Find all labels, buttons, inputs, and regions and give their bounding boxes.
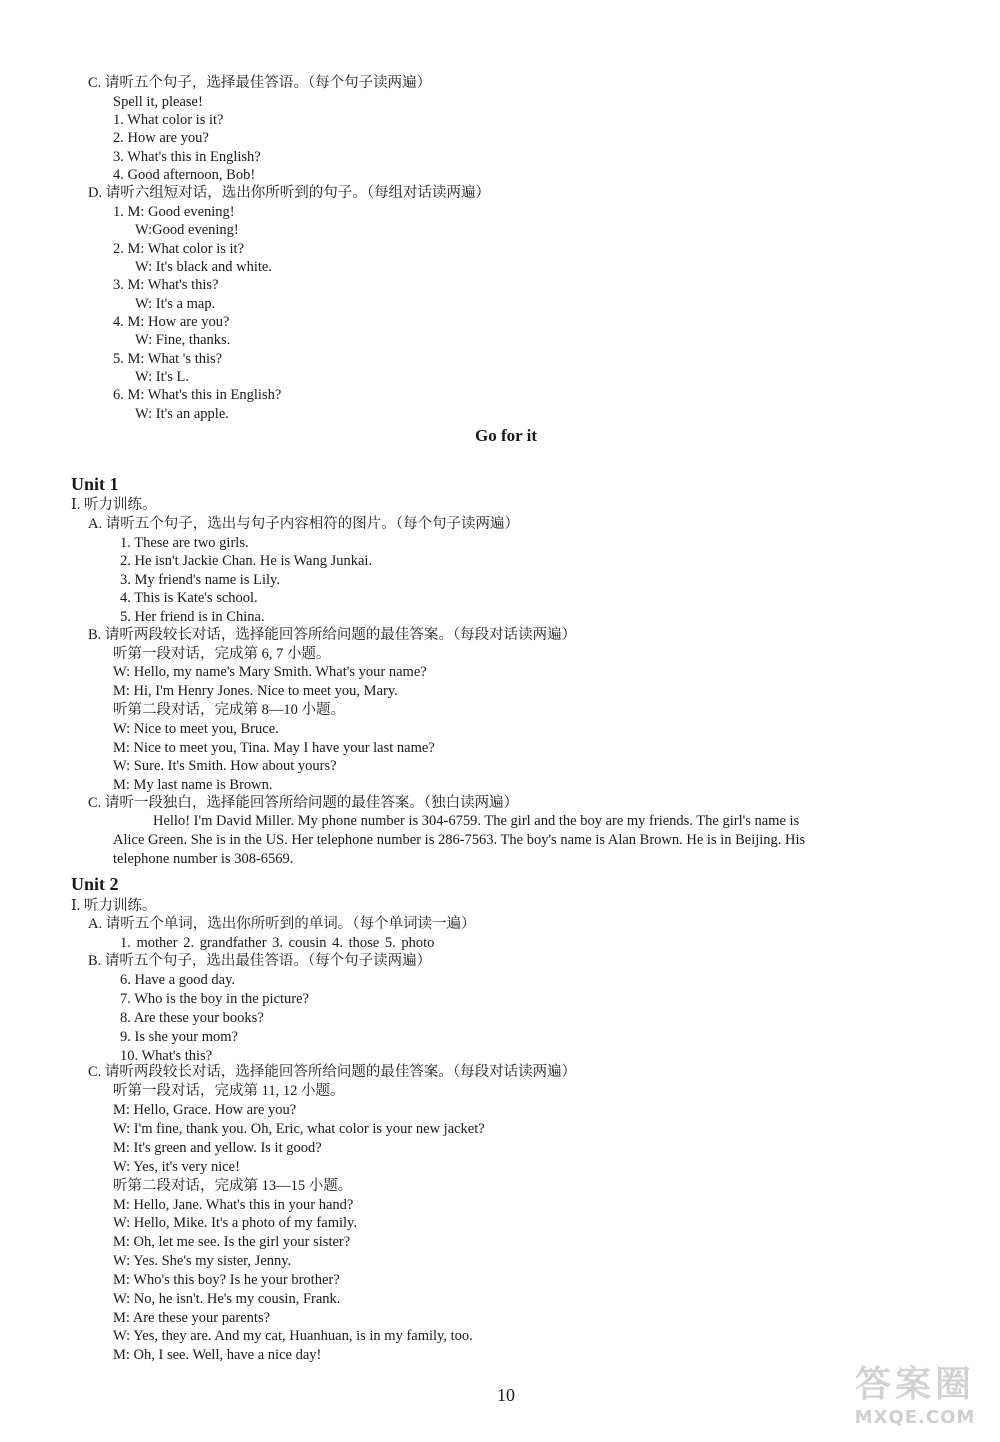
- unit1-c-paragraph-line: Hello! I'm David Miller. My phone number is 304-6759. The girl and the boy are my friends. The girl's name is: [153, 813, 800, 829]
- page-number: 10: [497, 1385, 515, 1405]
- part-d-line: 5. M: What 's this?: [113, 351, 223, 367]
- unit2-c-line: M: It's green and yellow. Is it good?: [113, 1140, 322, 1156]
- unit1-b-line: W: Nice to meet you, Bruce.: [113, 721, 279, 737]
- part-d-line: W: It's L.: [135, 369, 190, 385]
- part-d-line: W: It's an apple.: [135, 406, 229, 422]
- unit1-a-instruction: A. 请听五个句子，选出与句子内容相符的图片。（每个句子读两遍）: [88, 516, 519, 532]
- unit1-b-line: M: My last name is Brown.: [113, 777, 273, 793]
- part-d-line: W: It's black and white.: [135, 259, 272, 275]
- unit1-b-line: 听第二段对话，完成第 8—10 小题。: [113, 702, 345, 718]
- unit2-c-line: M: Oh, I see. Well, have a nice day!: [113, 1347, 322, 1363]
- unit1-c-paragraph-line: telephone number is 308-6569.: [113, 851, 294, 867]
- unit2-title: Unit 2: [71, 874, 119, 894]
- unit2-c-line: M: Oh, let me see. Is the girl your sister?: [113, 1234, 351, 1250]
- unit1-b-line: M: Nice to meet you, Tina. May I have your last name?: [113, 740, 435, 756]
- unit1-c-instruction: C. 请听一段独白，选择能回答所给问题的最佳答案。（独白读两遍）: [88, 795, 519, 811]
- unit2-c-line: 听第一段对话，完成第 11, 12 小题。: [113, 1083, 345, 1099]
- part-d-line: W:Good evening!: [135, 222, 239, 238]
- part-c-instruction: C. 请听五个句子，选择最佳答语。（每个句子读两遍）: [88, 75, 432, 91]
- unit1-a-line: 1. These are two girls.: [120, 535, 249, 551]
- unit2-c-line: W: Yes, they are. And my cat, Huanhuan, is in my family, too.: [113, 1328, 473, 1344]
- unit2-c-line: M: Are these your parents?: [113, 1310, 271, 1326]
- unit1-a-line: 2. He isn't Jackie Chan. He is Wang Junkai.: [120, 553, 373, 569]
- unit1-a-line: 4. This is Kate's school.: [120, 590, 258, 606]
- part-c-line: 1. What color is it?: [113, 112, 224, 128]
- unit2-b-instruction: B. 请听五个句子，选出最佳答语。（每个句子读两遍）: [88, 953, 432, 969]
- unit1-b-line: M: Hi, I'm Henry Jones. Nice to meet you, Mary.: [113, 683, 398, 699]
- unit2-b-line: 8. Are these your books?: [120, 1010, 264, 1026]
- part-c-line: 3. What's this in English?: [113, 149, 261, 165]
- part-c-line: Spell it, please!: [113, 94, 203, 110]
- part-d-line: 1. M: Good evening!: [113, 204, 235, 220]
- unit1-b-line: 听第一段对话，完成第 6, 7 小题。: [113, 646, 331, 662]
- watermark-logo: [840, 1356, 990, 1436]
- part-d-line: 2. M: What color is it?: [113, 241, 245, 257]
- unit2-c-line: W: I'm fine, thank you. Oh, Eric, what color is your new jacket?: [113, 1121, 485, 1137]
- unit2-c-line: W: Yes. She's my sister, Jenny.: [113, 1253, 292, 1269]
- part-c-line: 4. Good afternoon, Bob!: [113, 167, 256, 183]
- unit1-a-line: 3. My friend's name is Lily.: [120, 572, 280, 588]
- part-c-line: 2. How are you?: [113, 130, 209, 146]
- unit2-b-line: 9. Is she your mom?: [120, 1029, 238, 1045]
- unit2-c-line: 听第二段对话，完成第 13—15 小题。: [113, 1178, 353, 1194]
- unit2-c-line: M: Hello, Grace. How are you?: [113, 1102, 297, 1118]
- watermark-title: 答案圈: [854, 1364, 975, 1405]
- unit2-c-line: W: No, he isn't. He's my cousin, Frank.: [113, 1291, 341, 1307]
- unit2-b-line: 6. Have a good day.: [120, 972, 236, 988]
- section-title: Go for it: [474, 426, 537, 445]
- unit2-heading: Ⅰ. 听力训练。: [71, 898, 157, 914]
- unit2-c-line: M: Who's this boy? Is he your brother?: [113, 1272, 340, 1288]
- unit1-c-paragraph-line: Alice Green. She is in the US. Her telephone number is 286-7563. The boy's name is Alan Brown. He is in Beijing. His: [113, 832, 806, 848]
- part-d-line: W: It's a map.: [135, 296, 216, 312]
- part-d-line: 4. M: How are you?: [113, 314, 230, 330]
- unit1-title: Unit 1: [71, 474, 119, 494]
- part-d-line: 3. M: What's this?: [113, 277, 219, 293]
- part-d-instruction: D. 请听六组短对话，选出你所听到的句子。（每组对话读两遍）: [88, 185, 490, 201]
- unit1-b-line: W: Hello, my name's Mary Smith. What's your name?: [113, 664, 427, 680]
- unit2-b-line: 10. What's this?: [120, 1048, 213, 1064]
- unit2-c-line: M: Hello, Jane. What's this in your hand?: [113, 1197, 354, 1213]
- unit1-heading: Ⅰ. 听力训练。: [71, 497, 157, 513]
- part-d-line: 6. M: What's this in English?: [113, 387, 282, 403]
- unit1-b-instruction: B. 请听两段较长对话，选择能回答所给问题的最佳答案。（每段对话读两遍）: [88, 627, 577, 643]
- watermark-url: MXQE.COM: [854, 1407, 976, 1428]
- unit1-b-line: W: Sure. It's Smith. How about yours?: [113, 758, 337, 774]
- unit2-c-instruction: C. 请听两段较长对话，选择能回答所给问题的最佳答案。（每段对话读两遍）: [88, 1064, 577, 1080]
- part-d-line: W: Fine, thanks.: [135, 332, 231, 348]
- unit2-a-instruction: A. 请听五个单词，选出你所听到的单词。（每个单词读一遍）: [88, 916, 476, 932]
- unit2-a-words: 1. mother 2. grandfather 3. cousin 4. those 5. photo: [120, 935, 435, 951]
- unit2-c-line: W: Yes, it's very nice!: [113, 1159, 240, 1175]
- unit2-b-line: 7. Who is the boy in the picture?: [120, 991, 309, 1007]
- unit2-c-line: W: Hello, Mike. It's a photo of my family.: [113, 1215, 357, 1231]
- unit1-a-line: 5. Her friend is in China.: [120, 609, 265, 625]
